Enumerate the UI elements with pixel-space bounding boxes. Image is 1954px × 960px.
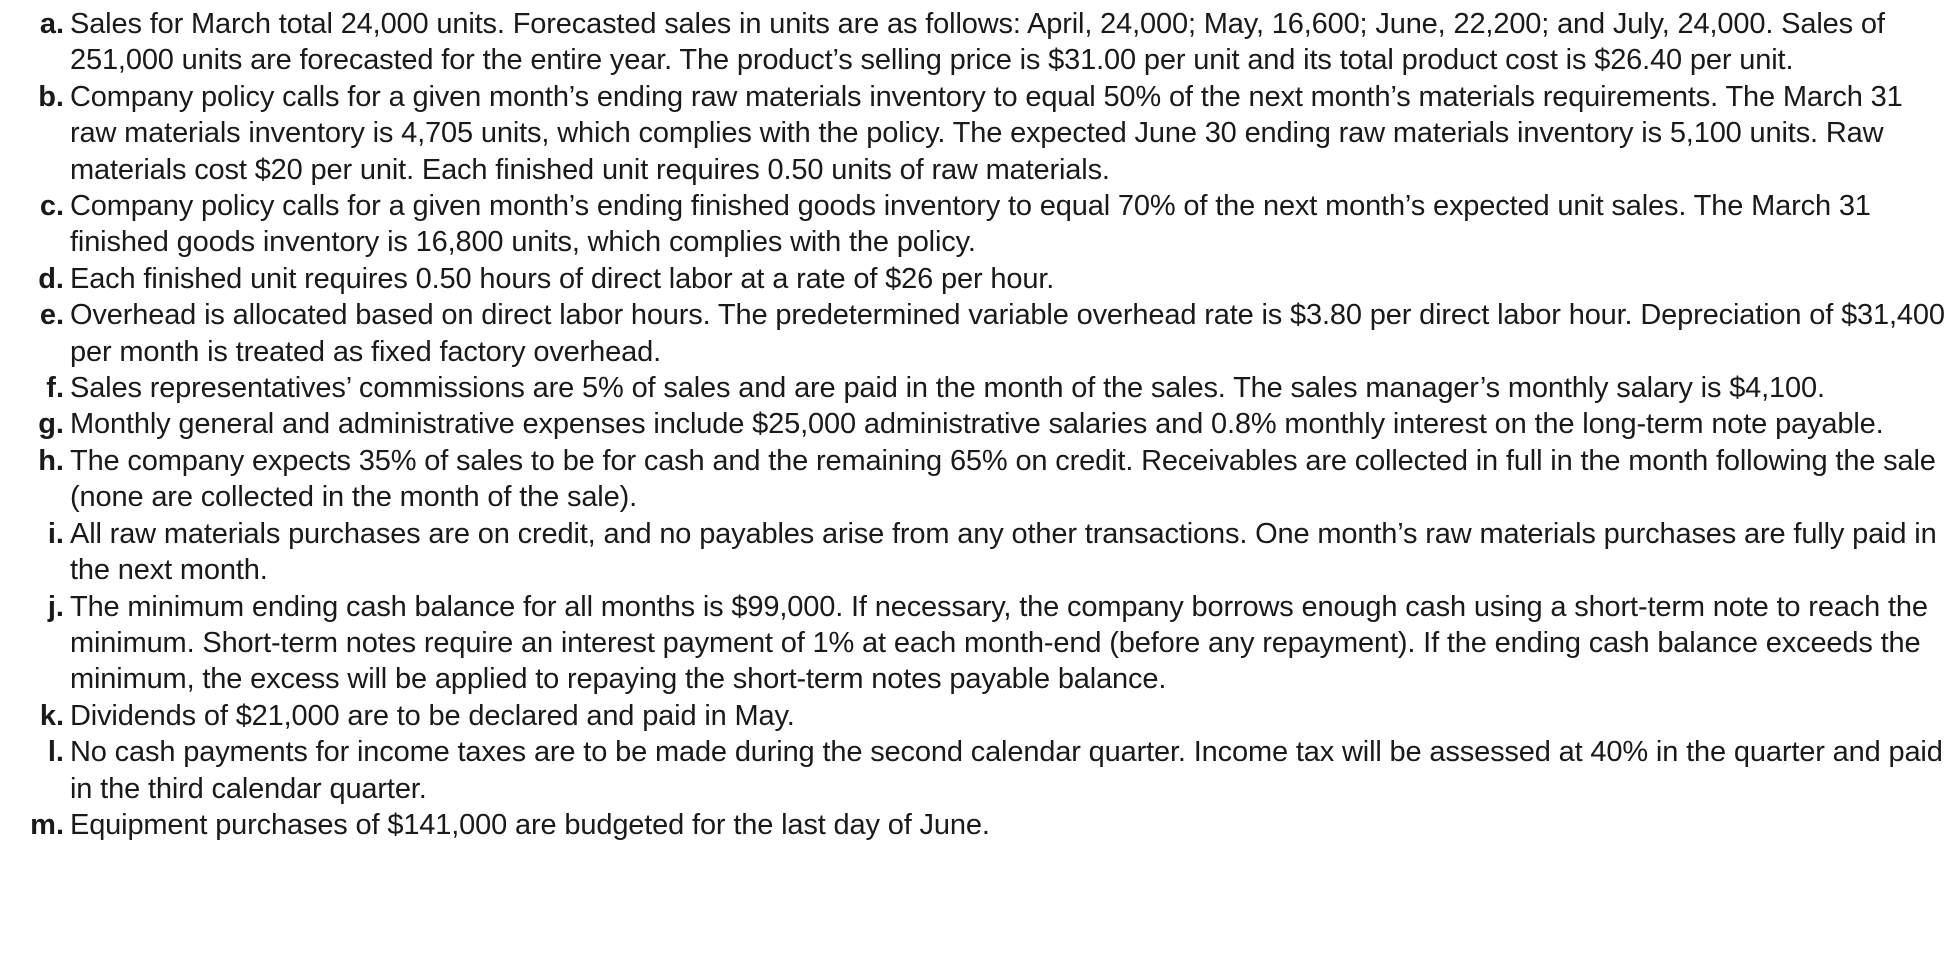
list-item-k — [0, 698, 1954, 734]
item-letter: f. — [46, 372, 64, 405]
list-item-m — [0, 807, 1954, 843]
item-letter: i. — [47, 517, 64, 550]
item-letter: h. — [38, 444, 64, 477]
item-text: The company expects 35% of sales to be for cash and the remaining 65% on credit. Receivables are collected in full in the month following the sale (none are collected in the month of the sale). — [70, 444, 1936, 514]
list-item-h — [0, 443, 1954, 516]
item-letter: d. — [38, 262, 64, 295]
list-item-b — [0, 79, 1954, 188]
item-text: Each finished unit requires 0.50 hours of direct labor at a rate of $26 per hour. — [70, 262, 1055, 295]
item-text: Sales for March total 24,000 units. Forecasted sales in units are as follows: April, 24,000; May, 16,600; June, 22,200; and July, 24,000. Sales of 251,000 units are forecasted for the entire year. The product’s selling price is $31.00 per unit and its total product cost is $26.40 per unit. — [70, 8, 1885, 77]
item-text: Equipment purchases of $141,000 are budgeted for the last day of June. — [70, 808, 990, 841]
item-text: Dividends of $21,000 are to be declared and paid in May. — [70, 699, 795, 732]
item-letter: m. — [30, 808, 64, 841]
list-item-a — [0, 6, 1954, 79]
item-letter: e. — [39, 299, 64, 332]
list-item-l — [0, 734, 1954, 807]
item-letter: b. — [38, 80, 64, 113]
item-text: The minimum ending cash balance for all months is $99,000. If necessary, the company borrows enough cash using a short-term note to reach the minimum. Short-term notes require an interest payment of 1% at each month-end (before any repayment). If the ending cash balance exceeds the minimum, the excess will be applied to repaying the short-term notes payable balance. — [70, 590, 1928, 696]
item-letter: k. — [39, 699, 64, 732]
list-item-c — [0, 188, 1954, 261]
item-letter: c. — [39, 190, 64, 223]
item-letter: l. — [47, 736, 64, 769]
list-item-i — [0, 516, 1954, 589]
item-text: No cash payments for income taxes are to be made during the second calendar quarter. Income tax will be assessed at 40% in the quarter and paid in the third calendar quarter. — [70, 736, 1943, 805]
item-letter: a. — [39, 8, 64, 40]
list-item-g — [0, 406, 1954, 442]
item-text: All raw materials purchases are on credit, and no payables arise from any other transactions. One month’s raw materials purchases are fully paid in the next month. — [70, 517, 1937, 587]
item-text: Sales representatives’ commissions are 5% of sales and are paid in the month of the sales. The sales manager’s monthly salary is $4,100. — [70, 372, 1825, 405]
list-item-e — [0, 297, 1954, 370]
list-item-d — [0, 261, 1954, 297]
item-letter: g. — [38, 408, 64, 441]
item-text: Overhead is allocated based on direct labor hours. The predetermined variable overhead rate is $3.80 per direct labor hour. Depreciation of $31,400 per month is treated as fixed factory overhead. — [70, 299, 1945, 368]
list-item-f — [0, 370, 1954, 406]
item-letter: j. — [47, 590, 64, 623]
list-item-j — [0, 589, 1954, 698]
item-text: Monthly general and administrative expenses include $25,000 administrative salaries and 0.8% monthly interest on the long-term note payable. — [70, 408, 1884, 441]
item-text: Company policy calls for a given month’s ending raw materials inventory to equal 50% of the next month’s materials requirements. The March 31 raw materials inventory is 4,705 units, which complies with the policy. The expected June 30 ending raw materials inventory is 5,100 units. Raw materials cost $20 per unit. Each finished unit requires 0.50 units of raw materials. — [70, 80, 1903, 186]
item-text: Company policy calls for a given month’s ending finished goods inventory to equal 70% of the next month’s expected unit sales. The March 31 finished goods inventory is 16,800 units, which complies with the policy. — [70, 190, 1871, 259]
budget-assumptions-list — [0, 6, 1954, 843]
